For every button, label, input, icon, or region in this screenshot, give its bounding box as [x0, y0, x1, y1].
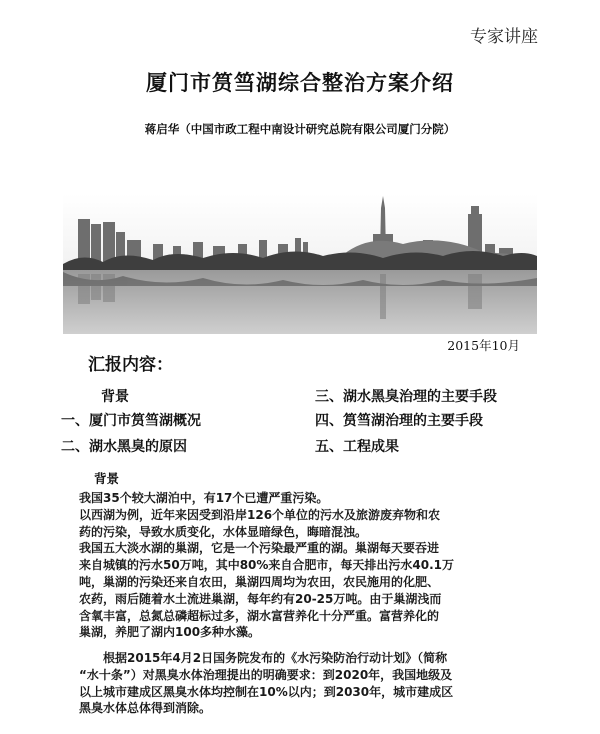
text-line: 农药，雨后随着水土流进巢湖，每年约有20-25万吨。由于巢湖浅而 — [79, 591, 442, 606]
page-title: 厦门市筼筜湖综合整治方案介绍 — [146, 71, 454, 95]
author-affiliation: 蒋启华（中国市政工程中南设计研究总院有限公司厦门分院） — [144, 122, 456, 136]
text-line: 黑臭水体总体得到消除。 — [79, 701, 212, 716]
text-line: 来自城镇的污水50万吨，其中80%来自合肥市，每天排出污水40.1万 — [79, 558, 455, 573]
column-tag: 专家讲座 — [470, 27, 538, 47]
agenda-item: 三、湖水黑臭治理的主要手段 — [315, 389, 497, 405]
text-line: 以上城市建成区黑臭水体均控制在10%以内；到2030年，城市建成区 — [79, 684, 454, 699]
agenda-item: 背景 — [101, 389, 129, 405]
text-line: 吨，巢湖的污染还来自农田，巢湖四周均为农田，农民施用的化肥、 — [79, 574, 440, 589]
text-line: 含氧丰富，总氮总磷超标过多，湖水富营养化十分严重。富营养化的 — [79, 608, 440, 623]
text-line: 巢湖，养肥了湖内100多种水藻。 — [79, 625, 261, 640]
body-paragraph — [79, 490, 454, 641]
city-lake-photo — [63, 194, 537, 334]
agenda-heading: 汇报内容： — [88, 355, 173, 375]
text-line: 根据2015年4月2日国务院发布的《水污染防治行动计划》（简称 — [79, 651, 448, 665]
section-heading: 背景 — [94, 471, 120, 486]
text-line: 药的污染，导致水质变化，水体显暗绿色，晦暗混浊。 — [79, 524, 368, 539]
agenda-item: 四、筼筜湖治理的主要手段 — [315, 413, 483, 429]
agenda-item: 五、工程成果 — [315, 439, 399, 455]
body-paragraph — [79, 650, 453, 717]
date: 2015年10月 — [447, 338, 520, 353]
text-line: 我国五大淡水湖的巢湖，它是一个污染最严重的湖。巢湖每天要吞进 — [79, 541, 440, 556]
text-line: 以西湖为例，近年来因受到沿岸126个单位的污水及旅游废弃物和农 — [79, 507, 441, 522]
agenda-item: 一、厦门市筼筜湖概况 — [61, 413, 201, 429]
text-line: “水十条”）对黑臭水体治理提出的明确要求：到2020年，我国地级及 — [79, 667, 453, 682]
text-line: 我国35个较大湖泊中，有17个已遭严重污染。 — [79, 491, 329, 505]
agenda-item: 二、湖水黑臭的原因 — [61, 439, 187, 455]
